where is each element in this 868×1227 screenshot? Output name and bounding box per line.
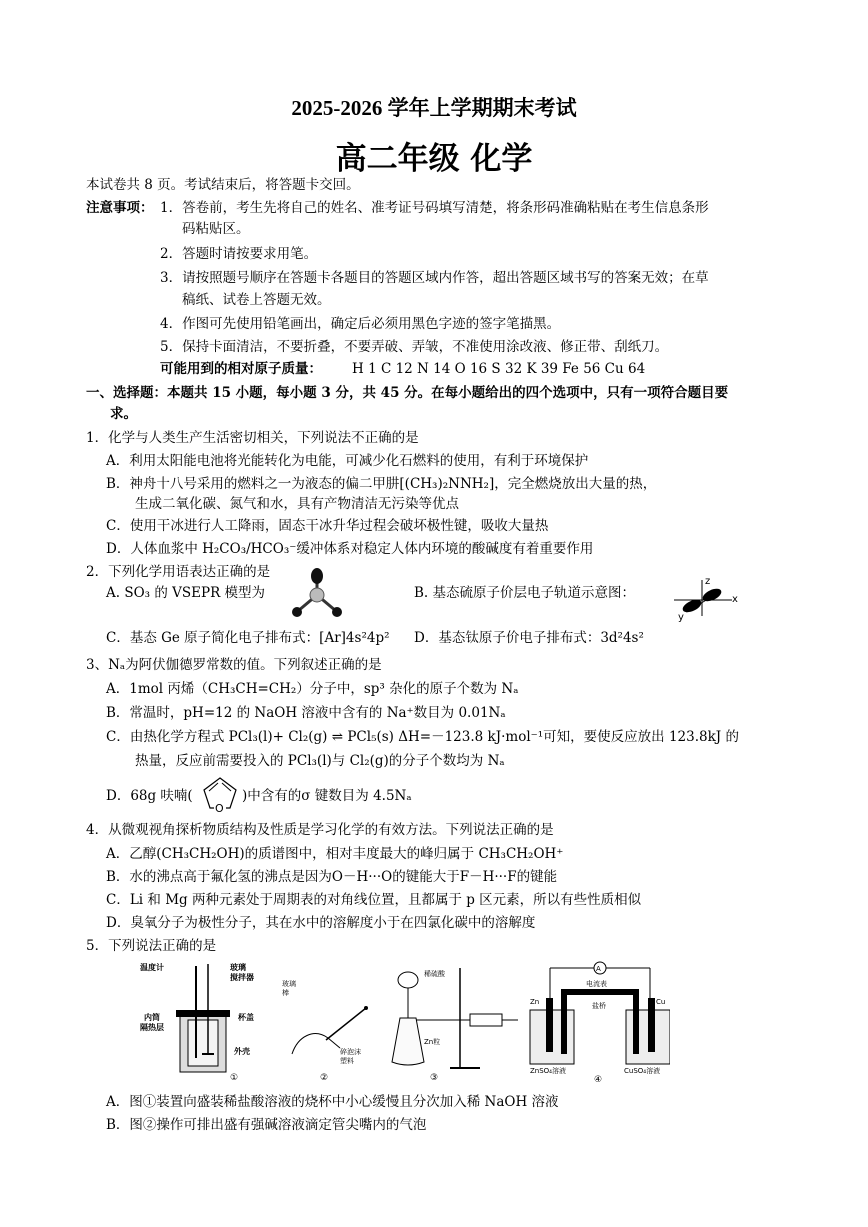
q5-option-b: B．图②操作可排出盛有强碱溶液滴定管尖嘴内的气泡	[106, 1117, 427, 1133]
q2-option-d: D．基态钛原子价电子排布式：3d²4s²	[414, 630, 644, 646]
cu-electrode-label: Cu	[656, 998, 666, 1006]
zn-granule-label: Zn粒	[424, 1038, 441, 1046]
note-5: 5．保持卡面清洁，不要折叠，不要弄破、弄皱，不准使用涂改液、修正带、刮纸刀。	[160, 339, 669, 355]
q1-option-d: D．人体血浆中 H₂CO₃/HCO₃⁻缓冲体系对稳定人体内环境的酸碱度有着重要作用	[106, 541, 594, 557]
exam-title: 2025-2026 学年上学期期末考试	[291, 96, 577, 120]
q3-option-d-suffix: )中含有的σ 键数目为 4.5Nₐ	[242, 788, 412, 804]
furan-structure-icon	[198, 772, 242, 816]
q5-stem: 5．下列说法正确的是	[86, 938, 217, 954]
axis-x-label: x	[732, 594, 738, 605]
q1-option-b-cont: 生成二氧化碳、氮气和水，具有产物清洁无污染等优点	[135, 496, 459, 512]
q1-option-a: A．利用太阳能电池将光能转化为电能，可减少化石燃料的使用，有利于环境保护	[106, 453, 589, 469]
q3-option-d-prefix: D．68g 呋喃(	[106, 788, 193, 804]
rod-label: 玻璃棒	[282, 980, 296, 997]
exam-subtitle: 高二年级 化学	[335, 141, 533, 177]
ammeter-label: 电流表	[586, 980, 607, 988]
burette-diagram	[282, 979, 368, 1083]
salt-bridge-label: 盐桥	[592, 1002, 606, 1010]
fig2-number: ②	[320, 1073, 329, 1083]
note-3: 3．请按照题号顺序在答题卡各题目的答题区域内作答，超出答题区域书写的答案无效；在草	[160, 270, 709, 286]
q1-option-c: C．使用干冰进行人工降雨，固态干冰升华过程会破坏极性键，吸收大量热	[106, 518, 549, 534]
fig4-number: ④	[594, 1075, 603, 1085]
q4-stem: 4．从微观视角探析物质结构及性质是学习化学的有效方法。下列说法正确的是	[86, 822, 554, 838]
calorimeter-diagram	[139, 962, 254, 1083]
note-4: 4．作图可先使用铅笔画出，确定后必须用黑色字迹的签字笔描黑。	[160, 316, 561, 332]
p-orbital-diagram	[662, 576, 742, 622]
zn-electrode-label: Zn	[530, 998, 540, 1006]
q1-option-b: B．神舟十八号采用的燃料之一为液态的偏二甲肼[(CH₃)₂NNH₂]，完全燃烧放出大量的热，	[106, 476, 657, 492]
note-1: 1．答卷前，考生先将自己的姓名、准考证号码填写清楚，将条形码准确粘贴在考生信息条形	[160, 200, 709, 216]
foam-label: 碎泡沫塑料	[340, 1048, 361, 1065]
q4-option-b: B．水的沸点高于氟化氢的沸点是因为O－H···O的键能大于F－H···F的键能	[106, 869, 558, 885]
notes-label: 注意事项：	[86, 200, 154, 216]
q5-apparatus-figure	[130, 958, 670, 1086]
stirrer-label-1: 玻璃	[230, 963, 246, 972]
so3-vsepr-model-icon	[284, 567, 350, 621]
q2-stem: 2．下列化学用语表达正确的是	[86, 564, 271, 580]
q4-option-c: C．Li 和 Mg 两种元素处于周期表的对角线位置，且都属于 p 区元素，所以有些性质相似	[106, 892, 642, 908]
q3-option-b: B．常温时，pH=12 的 NaOH 溶液中含有的 Na⁺数目为 0.01Nₐ	[106, 705, 506, 721]
axis-z-label: z	[705, 576, 711, 587]
q2-option-a: A. SO₃ 的 VSEPR 模型为	[106, 585, 266, 601]
axis-y-label: y	[678, 612, 684, 622]
atomic-mass-values: H 1 C 12 N 14 O 16 S 32 K 39 Fe 56 Cu 64	[352, 361, 646, 377]
q2-option-c: C．基态 Ge 原子简化电子排布式：[Ar]4s²4p²	[106, 630, 390, 646]
gas-rate-diagram	[392, 968, 518, 1083]
q4-option-a: A．乙醇(CH₃CH₂OH)的质谱图中，相对丰度最大的峰归属于 CH₃CH₂OH⁺	[106, 846, 564, 862]
inner-label: 内筒	[144, 1013, 160, 1022]
outer-label: 外壳	[234, 1047, 250, 1056]
note-2: 2．答题时请按要求用笔。	[160, 246, 318, 262]
q3-stem: 3、Nₐ为阿伏伽德罗常数的值。下列叙述正确的是	[86, 657, 382, 673]
cuso4-label: CuSO₄溶液	[624, 1067, 661, 1075]
acid-label: 稀硫酸	[424, 970, 445, 978]
section-1-heading-cont: 求。	[110, 406, 137, 422]
q2-option-b: B. 基态硫原子价层电子轨道示意图：	[414, 585, 636, 601]
atomic-mass-label: 可能用到的相对原子质量：	[160, 361, 322, 377]
q3-option-c-cont: 热量，反应前需要投入的 PCl₃(l)与 Cl₂(g)的分子个数均为 Nₐ	[135, 753, 505, 769]
q5-option-a: A．图①装置向盛装稀盐酸溶液的烧杯中小心缓慢且分次加入稀 NaOH 溶液	[106, 1094, 559, 1110]
fig3-number: ③	[430, 1073, 439, 1083]
stirrer-label	[230, 962, 254, 982]
q3-option-c: C．由热化学方程式 PCl₃(l)+ Cl₂(g) ⇌ PCl₅(s) ΔH=－123.8 kJ·mol⁻¹可知，要使反应放出 123.8kJ 的	[106, 729, 740, 745]
q4-option-d: D．臭氧分子为极性分子，其在水中的溶解度小于在四氯化碳中的溶解度	[106, 915, 536, 931]
note-3-cont: 稿纸、试卷上答题无效。	[182, 292, 331, 308]
q3-option-a: A．1mol 丙烯（CH₃CH=CH₂）分子中，sp³ 杂化的原子个数为 Nₐ	[106, 681, 519, 697]
thermometer-label: 温度计	[140, 963, 164, 972]
stirrer-label-2: 搅拌器	[230, 973, 254, 982]
galvanic-cell-diagram	[530, 962, 670, 1085]
furan-o-label: O	[215, 802, 224, 815]
intro-text: 本试卷共 8 页。考试结束后，将答题卡交回。	[86, 177, 360, 193]
lid-label: 杯盖	[238, 1013, 254, 1022]
section-1-heading: 一、选择题：本题共 15 小题，每小题 3 分，共 45 分。在每小题给出的四个选项中，只有一项符合题目要	[86, 385, 729, 401]
q1-stem: 1．化学与人类生产生活密切相关，下列说法不正确的是	[86, 430, 419, 446]
fig1-number: ①	[230, 1073, 239, 1083]
ammeter-symbol: A	[596, 965, 601, 973]
insulation-label: 隔热层	[140, 1023, 164, 1032]
note-1-cont: 码粘贴区。	[182, 221, 250, 237]
znso4-label: ZnSO₄溶液	[530, 1067, 566, 1075]
